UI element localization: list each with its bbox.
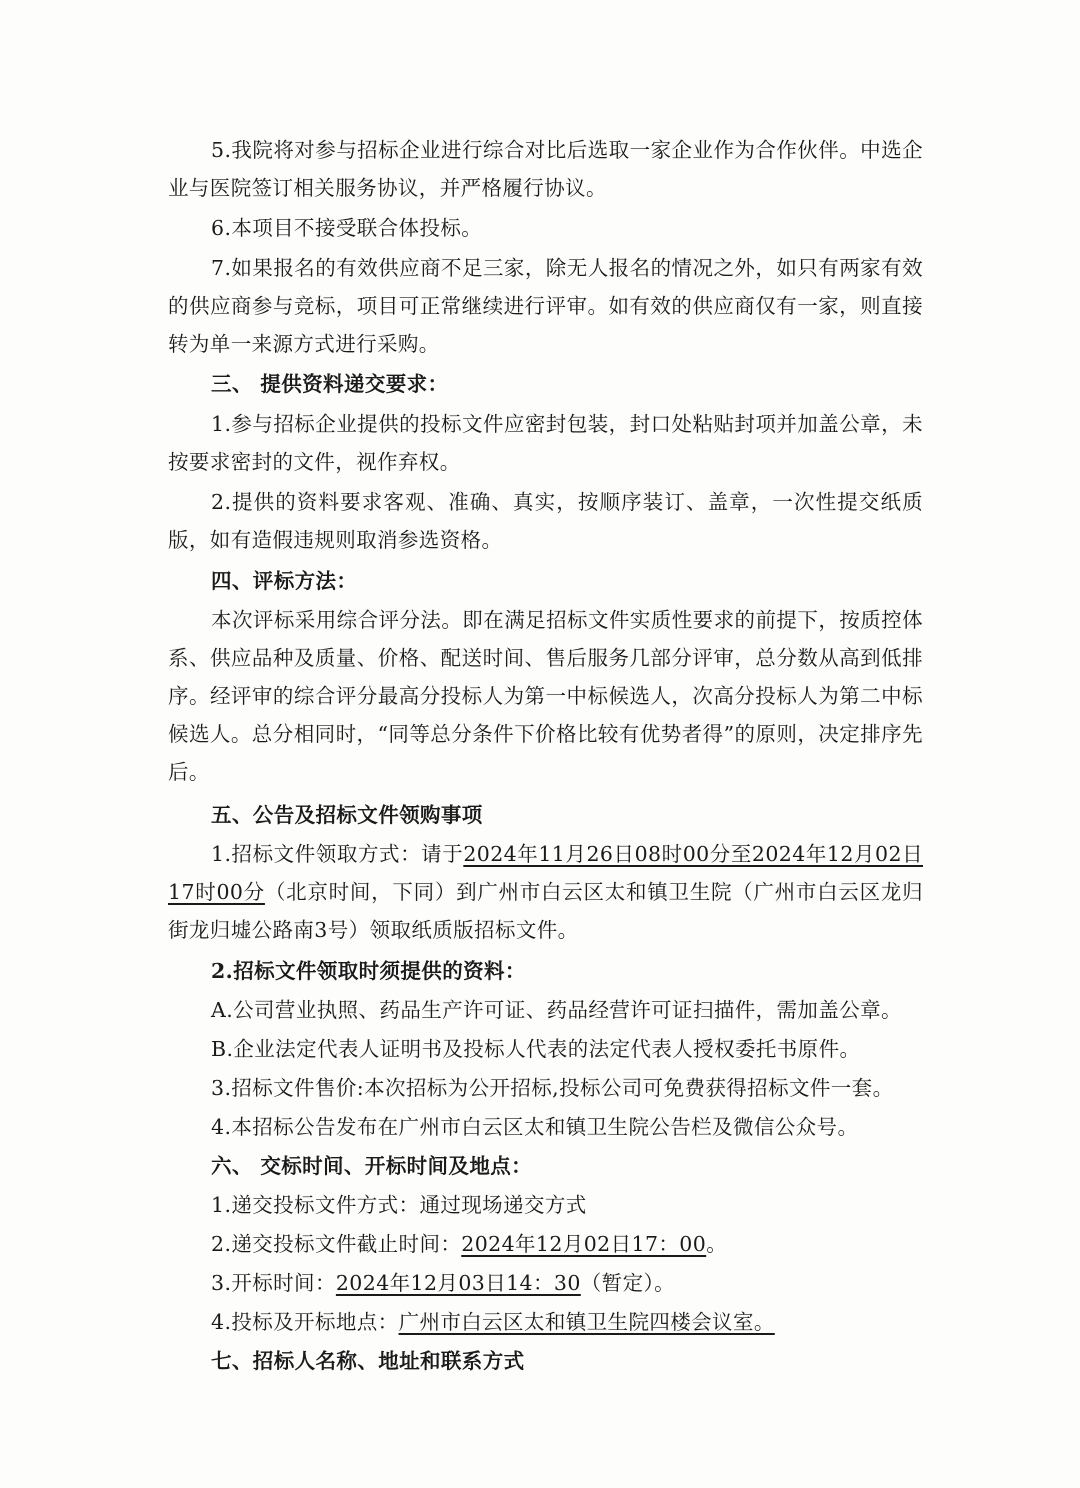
section-3-item-1: 1.参与招标企业提供的投标文件应密封包装，封口处粘贴封项并加盖公章，未按要求密封的文件，视作弃权。 xyxy=(168,412,923,474)
section-5-item-1-prefix: 1.招标文件领取方式：请于 xyxy=(211,842,464,866)
section-5-item-3: 3.招标文件售价:本次招标为公开招标,投标公司可免费获得招标文件一套。 xyxy=(211,1076,894,1100)
section-5-item-A: A.公司营业执照、药品生产许可证、药品经营许可证扫描件，需加盖公章。 xyxy=(211,998,902,1022)
section-6-item-3 xyxy=(168,1264,923,1302)
section-5-item-1 xyxy=(168,835,923,949)
clause-5: 5.我院将对参与招标企业进行综合对比后选取一家企业作为合作伙伴。中选企业与医院签订相关服务协议，并严格履行协议。 xyxy=(168,138,923,200)
section-5-item-2: 2.招标文件领取时须提供的资料： xyxy=(211,959,526,983)
submission-deadline: 2024年12月02日17：00 xyxy=(461,1232,707,1256)
section-5-item-4: 4.本招标公告发布在广州市白云区太和镇卫生院公告栏及微信公众号。 xyxy=(211,1115,859,1139)
opening-time: 2024年12月03日14：30 xyxy=(335,1271,581,1295)
section-6-item-3-prefix: 3.开标时间： xyxy=(211,1271,336,1295)
section-5-heading: 五、公告及招标文件领购事项 xyxy=(211,803,483,827)
section-6-item-2-prefix: 2.递交投标文件截止时间： xyxy=(211,1232,462,1256)
section-5-item-1-suffix: （北京时间，下同）到广州市白云区太和镇卫生院（广州市白云区龙归街龙归墟公路南3号）领取纸质版招标文件。 xyxy=(168,880,923,942)
section-4-body: 本次评标采用综合评分法。即在满足招标文件实质性要求的前提下，按质控体系、供应品种及质量、价格、配送时间、售后服务几部分评审，总分数从高到低排序。经评审的综合评分最高分投标人为第一中标候选人，次高分投标人为第二中标候选人。总分相同时，“同等总分条件下价格比较有优势者得”的原则，决定排序先后。 xyxy=(168,608,923,784)
section-7-heading: 七、招标人名称、地址和联系方式 xyxy=(211,1349,525,1373)
section-5-item-B: B.企业法定代表人证明书及投标人代表的法定代表人授权委托书原件。 xyxy=(211,1037,861,1061)
collection-period: 2024年11月26日08时00分至2024年12月02日17时00分 xyxy=(168,842,923,904)
section-6-item-3-suffix: （暂定）。 xyxy=(580,1271,676,1295)
section-3-item-2: 2.提供的资料要求客观、准确、真实，按顺序装订、盖章，一次性提交纸质版，如有造假违规则取消参选资格。 xyxy=(168,490,923,552)
opening-location: 广州市白云区太和镇卫生院四楼会议室。 xyxy=(398,1310,775,1334)
section-6-heading: 六、 交标时间、开标时间及地点： xyxy=(211,1154,533,1178)
section-6-item-4 xyxy=(168,1303,923,1341)
section-6-item-2-suffix: 。 xyxy=(706,1232,728,1256)
section-6-item-2 xyxy=(168,1225,923,1263)
section-4-heading: 四、评标方法： xyxy=(211,569,358,593)
section-6-item-4-prefix: 4.投标及开标地点： xyxy=(211,1310,399,1334)
clause-7: 7.如果报名的有效供应商不足三家，除无人报名的情况之外，如只有两家有效的供应商参与竞标，项目可正常继续进行评审。如有效的供应商仅有一家，则直接转为单一来源方式进行采购。 xyxy=(168,256,923,356)
clause-6: 6.本项目不接受联合体投标。 xyxy=(211,216,483,240)
section-3-heading: 三、 提供资料递交要求： xyxy=(211,372,449,396)
section-6-item-1: 1.递交投标文件方式：通过现场递交方式 xyxy=(211,1193,587,1217)
